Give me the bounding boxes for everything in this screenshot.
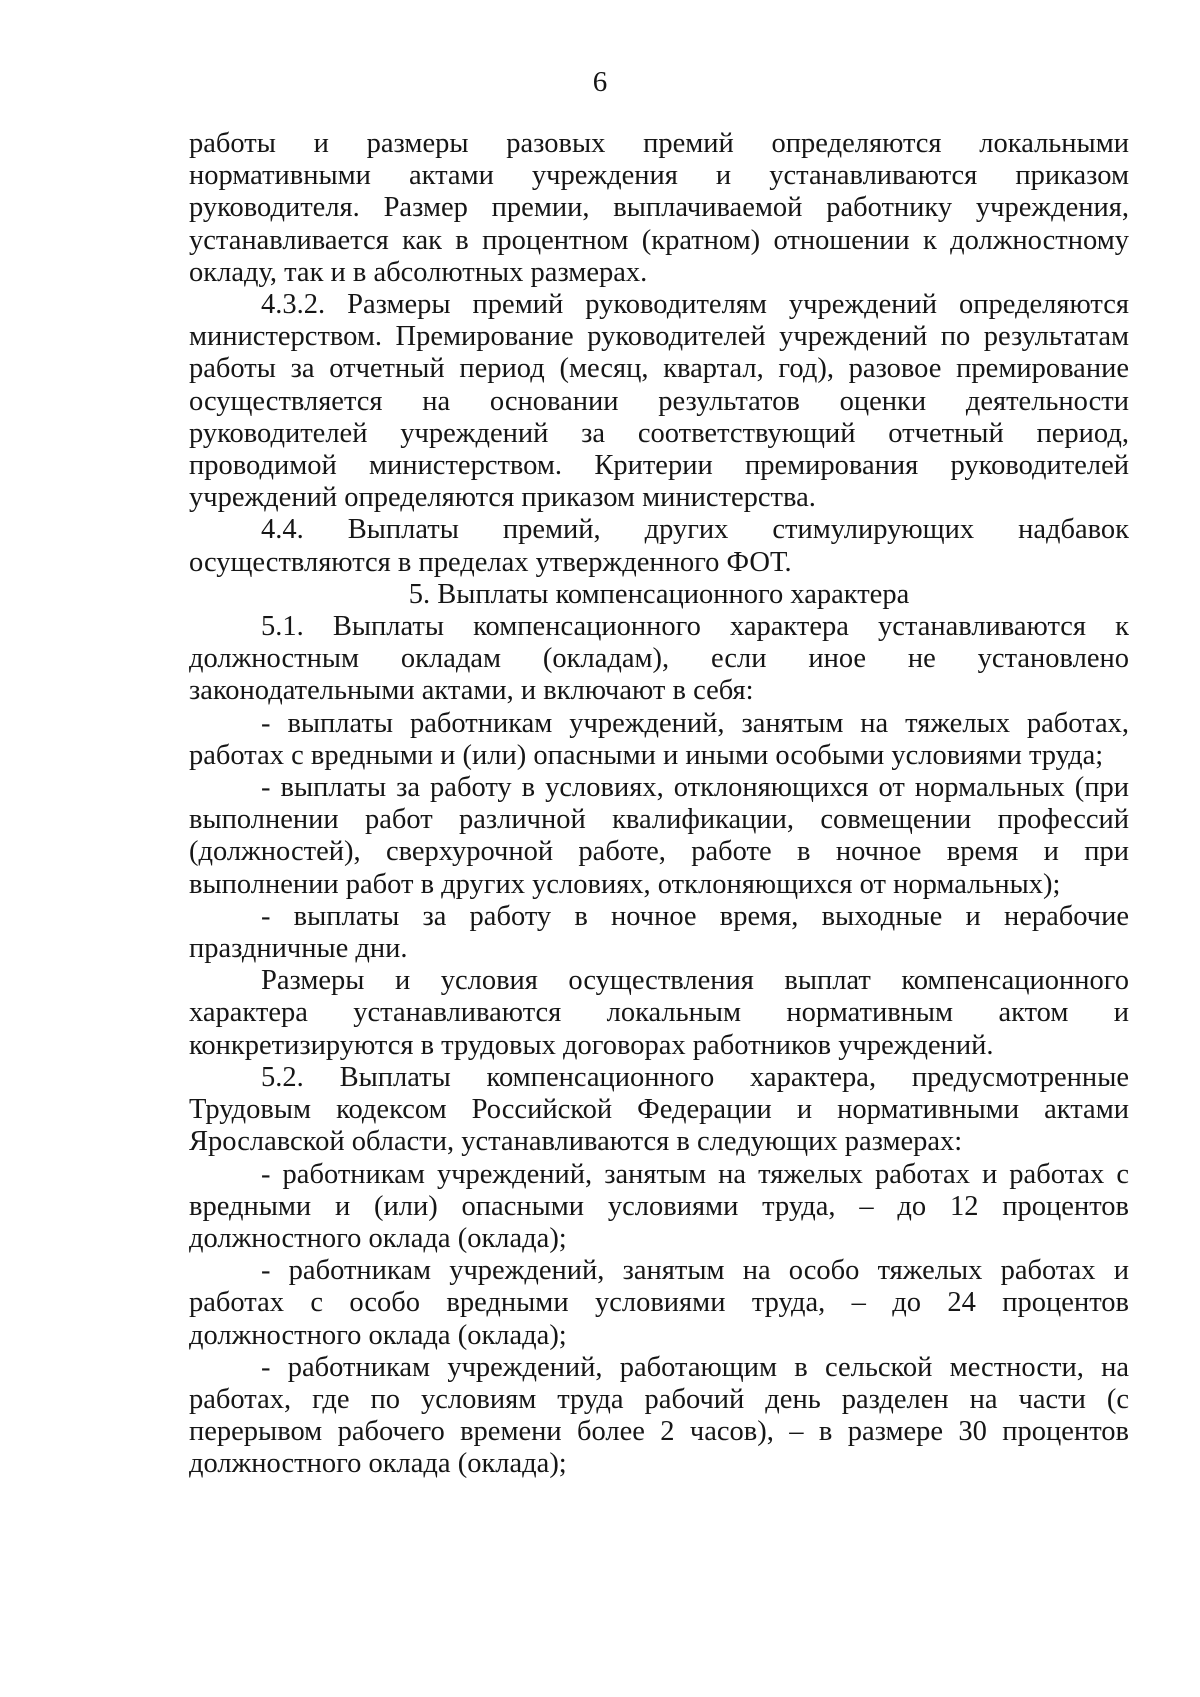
paragraph-5-1: 5.1. Выплаты компенсационного характера устанавливаются к должностным окладам (окладам), если иное не установлено законодательными актами, и включают в себя: <box>189 611 1129 707</box>
section-heading-5: 5. Выплаты компенсационного характера <box>408 578 910 610</box>
list-item-harmful-work: - выплаты работникам учреждений, занятым на тяжелых работах, работах с вредными и (или) опасными и иными особыми условиями труда; <box>189 707 1129 771</box>
list-item-deviating-conditions: - выплаты за работу в условиях, отклоняющихся от нормальных (при выполнении работ различной квалификации, совмещении профессий (должностей), сверхурочной работе, работе в ночное время и при выполнении работ в других условиях, отклоняющихся от нормальных); <box>189 772 1129 900</box>
list-item-30-percent: - работникам учреждений, работающим в сельской местности, на работах, где по условиям труда рабочий день разделен на части (с перерывом рабочего времени более 2 часов), – в размере 30 процентов должностного оклада (оклада); <box>189 1351 1129 1480</box>
list-item-night-weekend-work: - выплаты за работу в ночное время, выходные и нерабочие праздничные дни. <box>189 900 1129 965</box>
list-item-24-percent: - работникам учреждений, занятым на особо тяжелых работах и работах с особо вредными условиями труда, – до 24 процентов должностного оклада (оклада); <box>189 1255 1129 1351</box>
paragraph-4-4: 4.4. Выплаты премий, других стимулирующих надбавок осуществляются в пределах утвержденного ФОТ. <box>189 514 1129 578</box>
document-body <box>189 128 1129 1481</box>
page-number: 6 <box>592 66 608 98</box>
paragraph-compensation-conditions: Размеры и условия осуществления выплат компенсационного характера устанавливаются локальным нормативным актом и конкретизируются в трудовых договорах работников учреждений. <box>189 965 1129 1061</box>
paragraph-bonus-continuation: работы и размеры разовых премий определяются локальными нормативными актами учреждения и устанавливаются приказом руководителя. Размер премии, выплачиваемой работнику учреждения, устанавливается как в процентном (кратном) отношении к должностному окладу, так и в абсолютных размерах. <box>189 128 1129 288</box>
paragraph-4-3-2: 4.3.2. Размеры премий руководителям учреждений определяются министерством. Премирование руководителей учреждений по результатам работы за отчетный период (месяц, квартал, год), разовое премирование осуществляется на основании результатов оценки деятельности руководителей учреждений за соответствующий отчетный период, проводимой министерством. Критерии премирования руководителей учреждений определяются приказом министерства. <box>189 289 1129 514</box>
paragraph-5-2: 5.2. Выплаты компенсационного характера, предусмотренные Трудовым кодексом Российской Федерации и нормативными актами Ярославской области, устанавливаются в следующих размерах: <box>189 1061 1129 1158</box>
list-item-12-percent: - работникам учреждений, занятым на тяжелых работах и работах с вредными и (или) опасными условиями труда, – до 12 процентов должностного оклада (оклада); <box>189 1158 1129 1254</box>
